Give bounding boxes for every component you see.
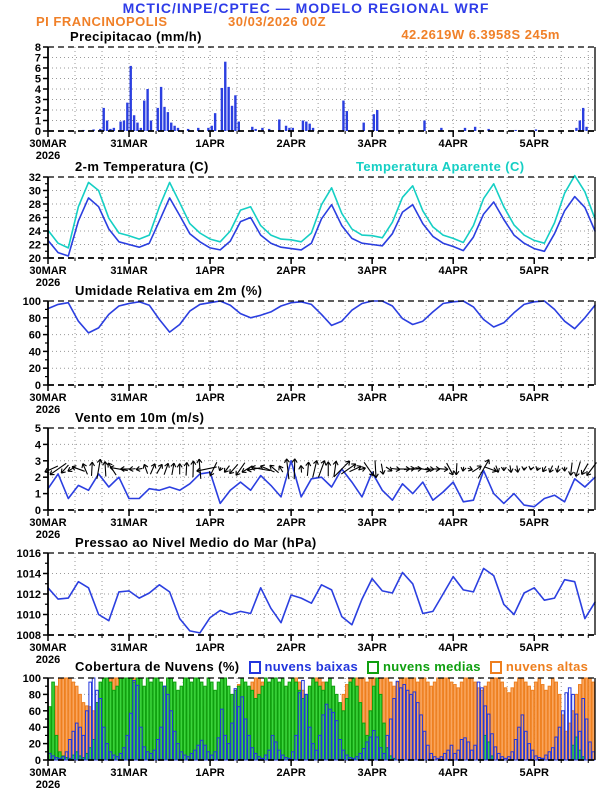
axis-label: 1APR [195,767,225,779]
axis-label: 5APR [519,265,549,277]
cloud-bar-nuvens-medias [291,678,294,760]
axis-label: 80 [28,689,41,702]
station-name: PI FRANCINOPOLIS [36,14,168,29]
panel-title-apparent-temperature: Temperatura Aparente (C) [356,159,525,174]
axis-label: 4APR [438,517,468,529]
wind-arrow-head [247,470,251,472]
cloud-bar-nuvens-altas [511,688,514,760]
cloud-bar-nuvens-medias [254,699,257,761]
run-datetime: 30/03/2026 00Z [228,14,327,29]
axis-label: 4 [34,439,41,452]
wind-arrow-head [100,459,102,463]
axis-label: 80 [28,312,41,325]
panel-title-clouds: Cobertura de Nuvens (%) [75,659,240,674]
wind-arrow-head [426,470,430,472]
panel-title-temperature: 2-m Temperatura (C) [75,159,209,174]
wind-arrow-head [492,471,496,472]
cloud-bar-nuvens-altas [504,688,507,760]
cloud-bar-nuvens-altas [470,678,473,760]
precip-bar [346,111,348,131]
high-clouds-swatch-icon [490,661,502,674]
cloud-bar-nuvens-medias [258,694,261,760]
cloud-bar-nuvens-altas [457,688,460,760]
axis-label: 4 [34,84,41,96]
axis-label: 2APR [276,517,306,529]
cloud-bar-nuvens-medias [315,682,318,760]
Pressao-line [48,568,595,633]
axis-label: 26 [28,212,41,225]
axis-label: 2026 [35,779,61,791]
axis-label: 3APR [357,767,387,779]
cloud-bar-nuvens-altas [65,678,68,760]
precipitation-panel [29,42,595,162]
panel-title-pressure: Pressao ao Nivel Medio do Mar (hPa) [75,535,317,550]
axis-label: 31MAR [110,767,148,779]
cloud-bar-nuvens-medias [359,703,362,760]
axis-label: 30 [28,185,41,198]
cloud-bar-nuvens-altas [430,686,433,760]
wind-arrow-head [72,466,76,467]
precip-bar [231,106,233,131]
axis-label: 2APR [276,767,306,779]
axis-label: 3 [34,94,41,107]
cloud-bar-nuvens-medias [116,686,119,760]
precip-bar [119,122,121,131]
cloud-bar-nuvens-medias [268,682,271,760]
axis-label: 4APR [438,138,468,150]
axis-label: 31MAR [110,392,148,404]
precip-bar [474,127,476,131]
cloud-bar-nuvens-altas [541,685,544,760]
cloud-bar-nuvens-medias [153,678,156,760]
axis-label: 2APR [276,138,306,150]
page-title: MCTIC/INPE/CPTEC — MODELO REGIONAL WRF [122,0,490,16]
axis-label: 2026 [35,150,61,162]
precip-bar [136,123,138,131]
precip-bar [143,101,145,131]
axis-label: 24 [28,226,41,238]
cloud-bar-nuvens-altas [454,685,457,760]
cloud-bar-nuvens-altas [440,678,443,760]
cloud-bar-nuvens-medias [210,682,213,760]
panel-title-wind: Vento em 10m (m/s) [75,410,205,425]
legend-label-high-clouds: nuvens altas [505,659,589,674]
axis-label: 5APR [519,138,549,150]
axis-label: 31MAR [110,642,148,654]
axis-label: 28 [28,199,41,211]
axis-label: 30MAR [29,767,67,779]
axis-label: 1APR [195,392,225,404]
cloud-bar-nuvens-medias [207,678,210,760]
cloud-bar-nuvens-medias [180,686,183,760]
cloud-bar-nuvens-medias [119,678,122,760]
cloud-bar-nuvens-medias [356,686,359,760]
cloud-bar-nuvens-altas [501,682,504,760]
cloud-bar-nuvens-altas [531,690,534,760]
axis-label: 1APR [195,517,225,529]
axis-label: 2026 [35,277,61,289]
clouds-title-row [75,660,588,674]
precip-bar [126,103,128,131]
wind-arrow-head [511,468,513,472]
cloud-bar-nuvens-medias [349,682,352,760]
axis-label: 100 [22,296,41,308]
precip-bar [167,112,169,131]
precip-bar [342,101,344,131]
axis-label: 31MAR [110,138,148,150]
axis-label: 5APR [519,767,549,779]
low-clouds-swatch-icon [249,661,261,674]
axis-label: 2APR [276,642,306,654]
cloud-bar-nuvens-altas [592,682,595,760]
axis-label: 8 [34,42,41,54]
axis-label: 1010 [16,609,41,622]
axis-label: 1APR [195,265,225,277]
cloud-bar-nuvens-medias [288,682,291,760]
axis-label: 5 [34,423,41,435]
clouds-panel [23,673,595,791]
wind-arrow-head [383,470,385,474]
wind-arrow-head [61,469,62,473]
legend-item-low-clouds [249,660,359,674]
wind-arrow-head [361,467,365,468]
axis-label: 1APR [195,138,225,150]
axis-label: 2APR [276,265,306,277]
precip-bar [221,88,223,131]
precip-bar [285,126,287,131]
axis-label: 60 [28,329,41,342]
legend-label-low-clouds: nuvens baixas [264,659,359,674]
cloud-bar-nuvens-altas [433,682,436,760]
wind-arrow-head [536,466,537,470]
precip-bar [123,121,125,132]
axis-label: 1 [34,488,41,501]
cloud-bar-nuvens-medias [285,686,288,760]
cloud-bar-nuvens-medias [281,678,284,760]
axis-label: 3 [34,455,41,468]
precip-bar [103,108,105,131]
wind-arrow-head [325,461,326,465]
cloud-bar-nuvens-altas [447,678,450,760]
axis-label: 40 [28,346,41,359]
axis-label: 0 [34,380,41,392]
wind-arrow [294,459,295,479]
wind-arrow [375,460,376,477]
Umidade Relativa-line [48,301,595,333]
wind-panel [29,423,596,541]
Temperatura Aparente (C)-line [48,176,595,248]
cloud-bar-nuvens-medias [183,678,186,760]
axis-label: 7 [34,52,41,65]
cloud-bar-nuvens-medias [187,678,190,760]
precip-bar [130,66,132,131]
axis-label: 2APR [276,392,306,404]
wind-arrow-head [317,461,319,465]
cloud-bar-nuvens-medias [190,682,193,760]
axis-label: 1008 [16,630,41,642]
precip-bar [106,121,108,132]
cloud-bar-nuvens-altas [443,678,446,760]
axis-label: 31MAR [110,517,148,529]
wind-arrow-head [174,463,176,467]
cloud-bar-nuvens-altas [538,678,541,760]
precip-bar [214,113,216,131]
axis-label: 40 [28,722,41,735]
axis-label: 30MAR [29,517,67,529]
cloud-bar-nuvens-medias [150,682,153,760]
wind-arrow-head [461,467,463,471]
cloud-bar-nuvens-altas [508,693,511,760]
cloud-bar-nuvens-medias [278,682,281,760]
cloud-bar-nuvens-altas [497,678,500,760]
mid-clouds-swatch-icon [367,661,379,674]
precip-bar [423,121,425,132]
precip-bar [238,122,240,131]
wind-arrow-head [518,468,520,472]
precip-bar [133,115,135,131]
axis-label: 1014 [16,568,41,581]
wind-arrow-head [219,466,220,470]
cloud-bar-nuvens-medias [346,699,349,761]
wind-arrow-head [143,464,144,468]
axis-label: 1016 [16,548,41,560]
cloud-bar-nuvens-altas [437,678,440,760]
axis-label: 4APR [438,767,468,779]
axis-label: 22 [28,239,41,252]
axis-label: 60 [28,705,41,718]
axis-label: 6 [34,63,41,75]
axis-label: 5APR [519,642,549,654]
axis-label: 5 [34,73,41,86]
precip-bar [535,129,537,131]
axis-label: 100 [22,673,41,685]
precip-bar [278,119,280,131]
precip-bar [254,129,256,131]
axis-label: 4APR [438,392,468,404]
cloud-bar-nuvens-medias [352,678,355,760]
axis-label: 30MAR [29,265,67,277]
precip-bar [464,128,466,131]
axis-label: 2 [34,105,41,117]
wind-arrow [341,464,355,474]
cloud-bar-nuvens-altas [535,682,538,760]
cloud-bar-nuvens-altas [545,690,548,760]
wind-arrow [91,462,92,476]
cloud-bar-nuvens-medias [214,690,217,760]
axis-label: 3APR [357,138,387,150]
wind-arrow-head [468,470,472,471]
precip-bar [585,127,587,131]
precip-bar [376,110,378,131]
axis-label: 3APR [357,517,387,529]
precip-bar [302,121,304,132]
precip-bar [308,124,310,131]
precip-bar [582,108,584,131]
legend-item-mid-clouds [367,660,481,674]
wind-arrow-head [210,471,211,475]
wind-arrow [456,463,457,475]
precip-bar [170,123,172,131]
temperature-panel [29,172,595,289]
wind-arrow-head [168,463,169,467]
wind-arrow [105,462,106,477]
cloud-bar-nuvens-altas [62,678,65,760]
precip-bar [224,62,226,131]
axis-label: 1012 [16,589,41,601]
precip-bar [363,123,365,131]
axis-label: 2 [34,472,41,485]
legend-label-mid-clouds: nuvens medias [383,659,481,674]
axis-label: 0 [34,755,41,767]
axis-label: 4APR [438,265,468,277]
cloud-bar-nuvens-medias [109,682,112,760]
wind-arrow-head [529,466,531,470]
cloud-bar-nuvens-medias [264,678,267,760]
axis-label: 5APR [519,392,549,404]
wind-arrow-head [549,468,550,472]
cloud-bar-nuvens-altas [59,678,62,760]
precip-bar [514,130,516,131]
precip-bar [146,89,148,131]
wind-arrow-head [498,468,499,472]
pressure-panel [17,548,595,666]
axis-label: 3APR [357,642,387,654]
cloud-bar-nuvens-altas [548,686,551,760]
precip-bar [227,87,229,131]
axis-label: 2026 [35,529,61,541]
axis-label: 0 [34,505,41,517]
precip-bar [305,122,307,131]
axis-label: 5APR [519,517,549,529]
wind-arrow-head [575,472,576,476]
axis-label: 2026 [35,404,61,416]
wind-arrow-head [82,464,83,468]
wind-arrow-head [336,461,338,465]
axis-label: 30MAR [29,642,67,654]
cloud-bar-nuvens-medias [261,686,264,760]
wind-arrow-head [260,465,264,466]
precip-bar [579,121,581,132]
axis-label: 0 [34,126,41,138]
cloud-bar-nuvens-medias [52,682,55,760]
axis-label: 3APR [357,265,387,277]
precip-bar [234,95,236,131]
precip-bar [160,87,162,131]
axis-label: 30MAR [29,138,67,150]
wind-arrow-head [357,466,361,467]
axis-label: 20 [28,363,41,376]
wind-arrow [186,462,187,475]
axis-label: 20 [28,738,41,751]
wind-arrow-head [136,470,140,472]
wind-arrow-head [230,469,231,473]
humidity-panel [23,296,595,416]
precip-bar [575,128,577,131]
precip-bar [150,121,152,132]
precip-bar [163,107,165,131]
axis-label: 2026 [35,654,61,666]
axis-label: 1 [34,115,41,128]
axis-label: 32 [28,172,41,184]
axis-label: 1APR [195,642,225,654]
wind-arrow-head [555,468,557,472]
precip-bar [373,114,375,131]
station-coordinates: 42.2619W 6.3958S 245m [401,27,560,42]
legend-item-high-clouds [490,660,588,674]
axis-label: 4APR [438,642,468,654]
cloud-bar-nuvens-medias [146,678,149,760]
cloud-bar-nuvens-medias [55,735,58,760]
axis-label: 31MAR [110,265,148,277]
axis-label: 30MAR [29,392,67,404]
cloud-bar-nuvens-medias [113,690,116,760]
axis-label: 3APR [357,392,387,404]
panel-title-humidity: Umidade Relativa em 2m (%) [75,283,263,298]
precip-bar [157,108,159,131]
panel-title-precipitation: Precipitacao (mm/h) [70,29,202,44]
cloud-bar-nuvens-medias [194,678,197,760]
axis-label: 20 [28,253,41,265]
